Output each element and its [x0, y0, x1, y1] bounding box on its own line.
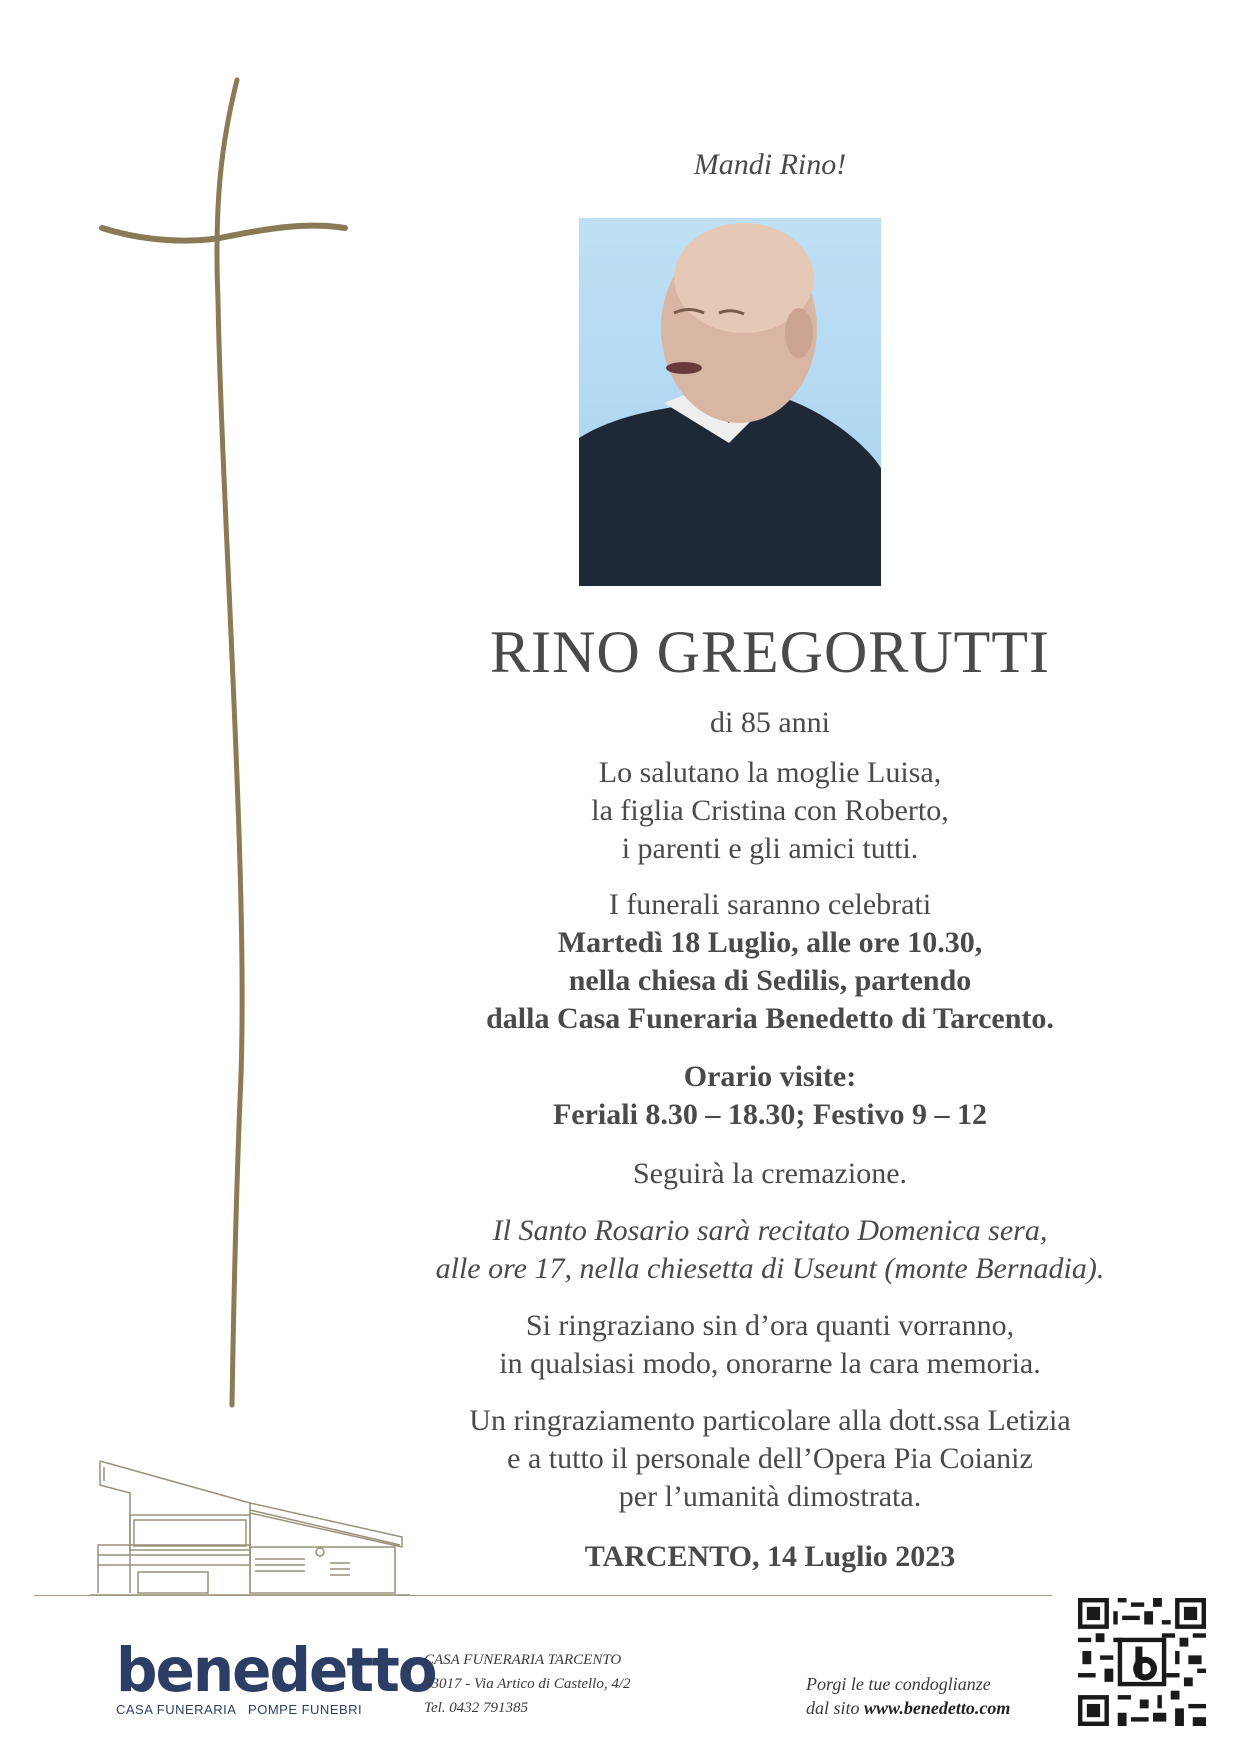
text-line: Si ringraziano sin d’ora quanti vorranno, — [525, 1309, 1015, 1342]
text-line — [806, 1696, 1010, 1720]
website-link[interactable]: www.benedetto.com — [864, 1698, 1011, 1718]
funeral-info — [330, 886, 1210, 1038]
text-line: dalla Casa Funeraria Benedetto di Tarcento. — [486, 1002, 1054, 1035]
text-line: Orario visite: — [683, 1060, 857, 1093]
age: di 85 anni — [710, 706, 830, 739]
text-line: Feriali 8.30 – 18.30; Festivo 9 – 12 — [552, 1098, 988, 1131]
cremation-note: Seguirà la cremazione. — [632, 1157, 908, 1190]
benedetto-logo — [116, 1634, 436, 1717]
place-date: TARCENTO, 14 Luglio 2023 — [584, 1540, 956, 1573]
funeral-home-address — [424, 1648, 631, 1720]
text-line: per l’umanità dimostrata. — [618, 1480, 922, 1513]
text-line: Porgi le tue condoglianze — [806, 1674, 991, 1694]
condolences-note — [806, 1672, 1010, 1720]
portrait-photo — [579, 218, 881, 586]
address-line: 33017 - Via Artico di Castello, 4/2 — [424, 1676, 631, 1692]
text-prefix: dal sito — [806, 1698, 865, 1718]
deceased-name: RINO GREGORUTTI — [490, 619, 1050, 685]
special-thanks-note — [330, 1402, 1210, 1516]
text-line: Il Santo Rosario sarà recitato Domenica sera, — [492, 1214, 1048, 1247]
logo-subtitle: CASA FUNERARIA POMPE FUNEBRI — [116, 1702, 363, 1717]
text-line: Lo salutano la moglie Luisa, — [598, 756, 942, 789]
text-line: la figlia Cristina con Roberto, — [591, 794, 949, 827]
thanks-note — [330, 1307, 1210, 1383]
greeting: Mandi Rino! — [693, 148, 847, 181]
rosary-note — [330, 1212, 1210, 1288]
text-line: e a tutto il personale dell’Opera Pia Coianiz — [507, 1442, 1033, 1475]
logo-wordmark: benedetto — [116, 1634, 436, 1706]
text-line: Un ringraziamento particolare alla dott.ssa Letizia — [469, 1404, 1071, 1437]
text-line: I funerali saranno celebrati — [608, 888, 932, 921]
qr-code-icon[interactable] — [1078, 1598, 1206, 1726]
text-line: in qualsiasi modo, onorarne la cara memoria. — [499, 1347, 1041, 1380]
text-line: Martedì 18 Luglio, alle ore 10.30, — [557, 926, 983, 959]
address-line: CASA FUNERARIA TARCENTO — [424, 1652, 622, 1668]
visiting-hours — [330, 1058, 1210, 1134]
text-line: i parenti e gli amici tutti. — [621, 832, 919, 865]
text-line: nella chiesa di Sedilis, partendo — [568, 964, 972, 997]
footer-divider — [34, 1595, 1052, 1596]
phone-line: Tel. 0432 791385 — [424, 1700, 529, 1716]
family-message — [330, 754, 1210, 868]
text-line: alle ore 17, nella chiesetta di Useunt (monte Bernadia). — [435, 1252, 1105, 1285]
